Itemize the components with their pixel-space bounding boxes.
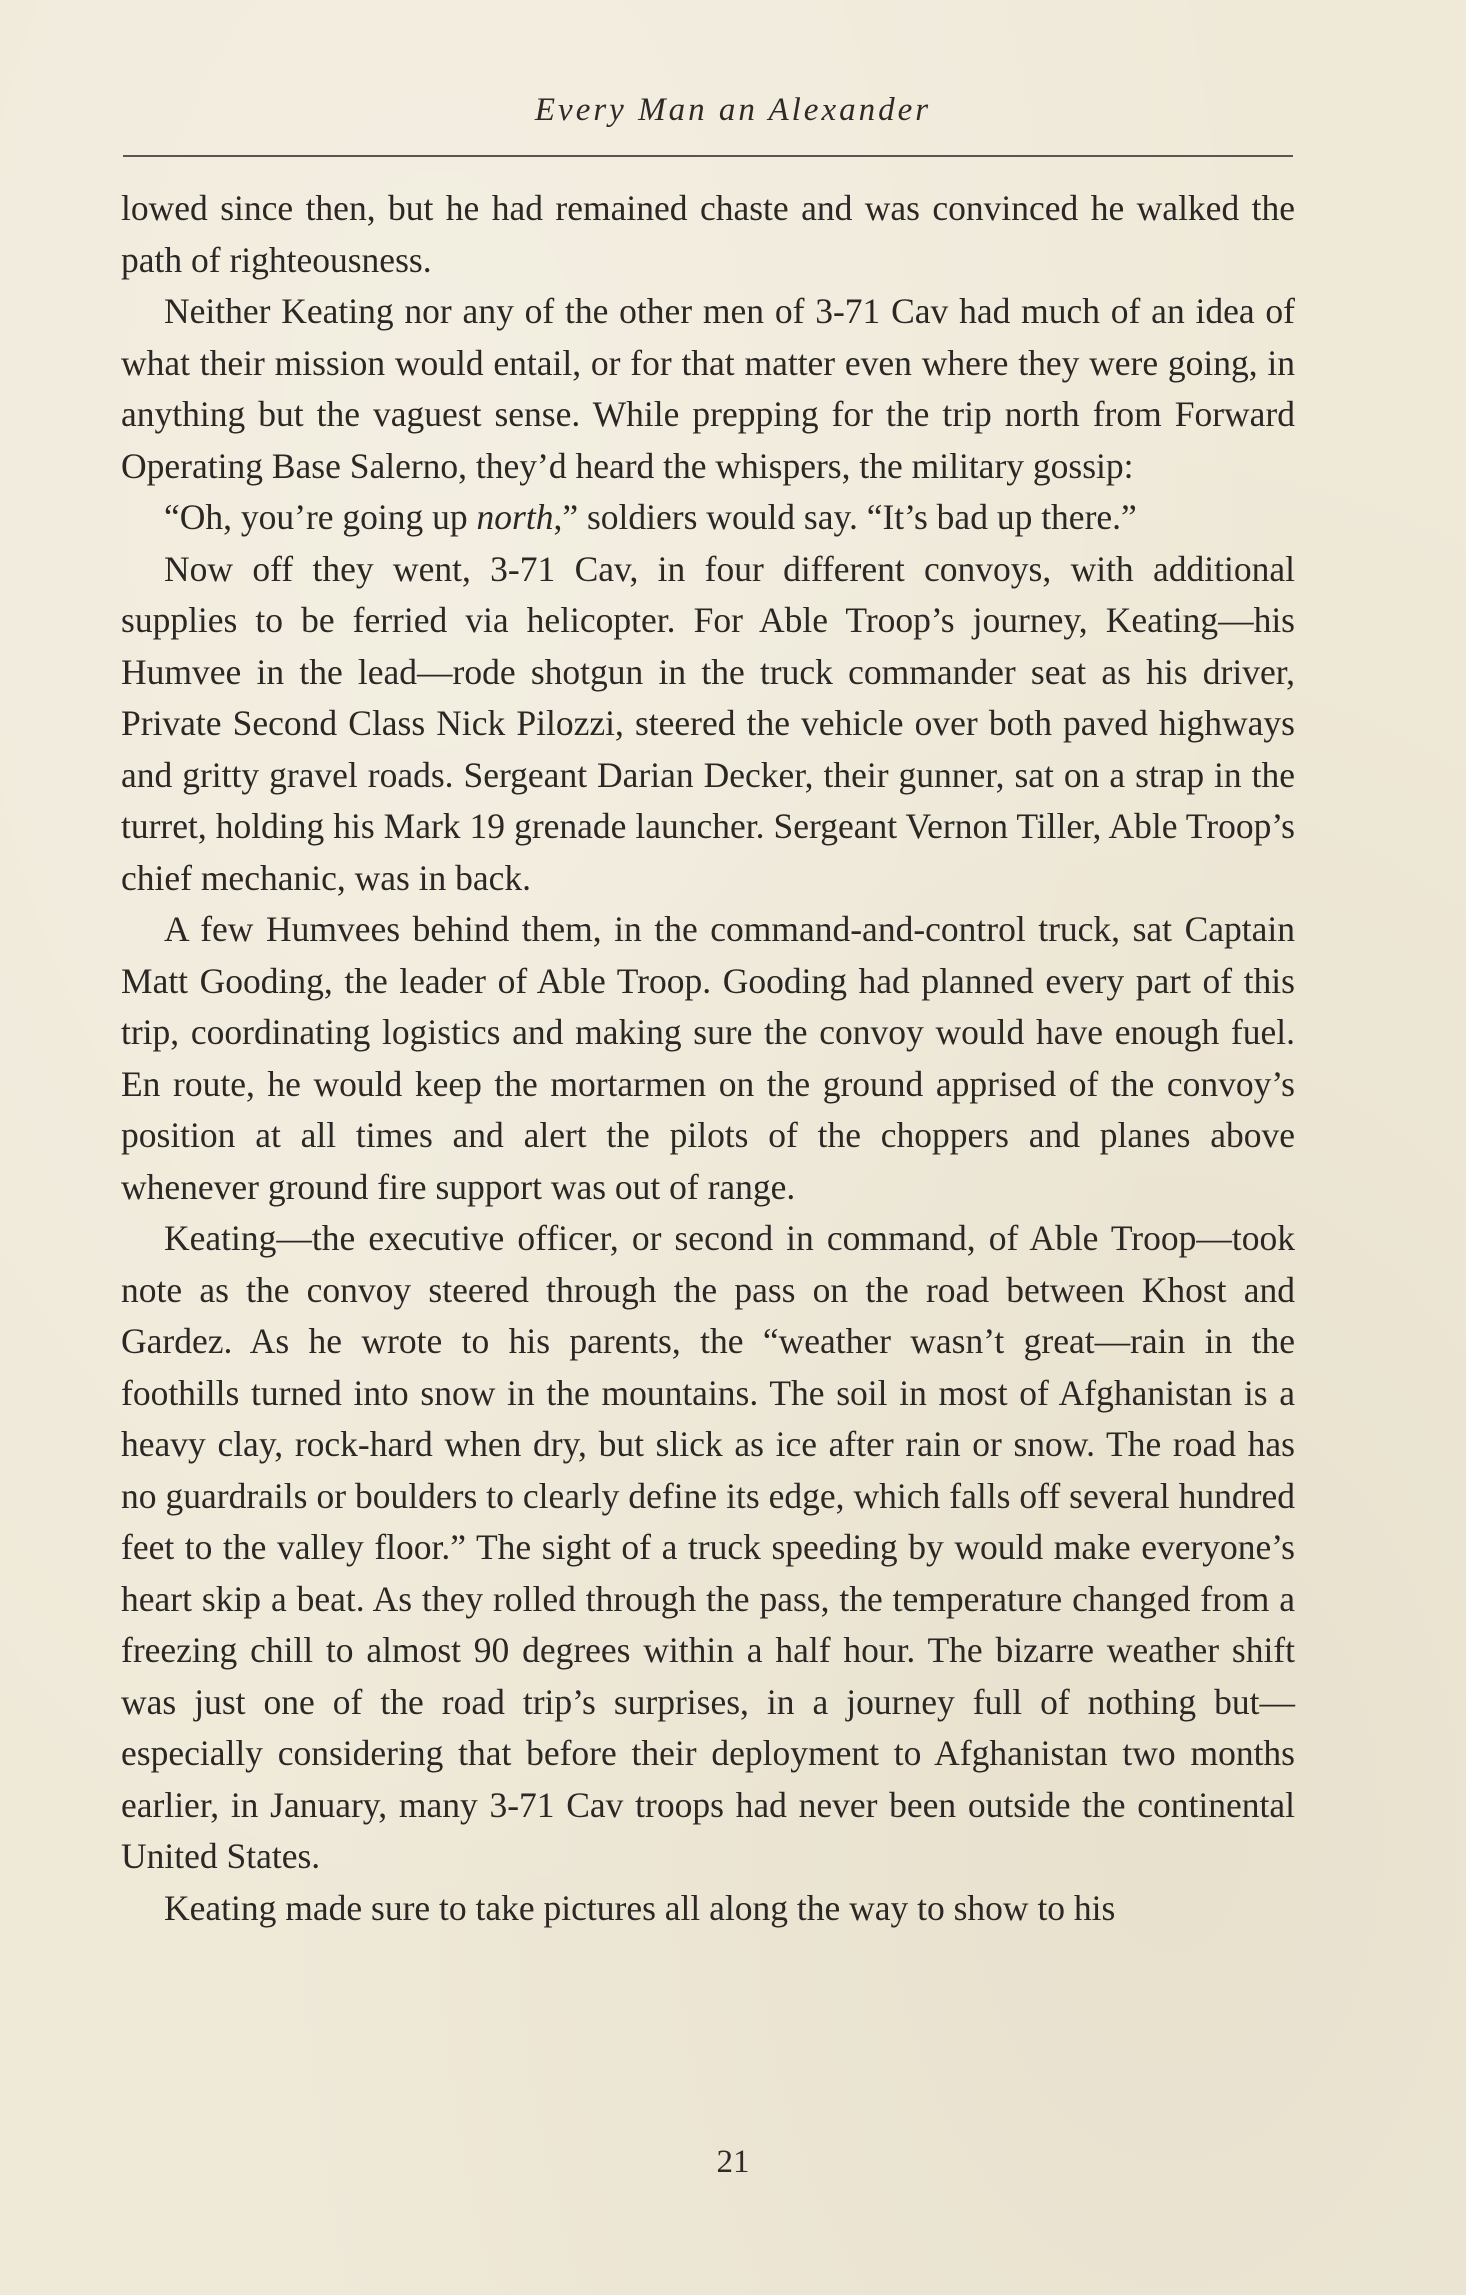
emphasis: north	[476, 497, 554, 537]
paragraph: Keating—the executive officer, or second in command, of Able Troop—took note as the convoy steered through the pass on the road between Khost and Gardez. As he wrote to his parents, the “weather wasn’t great—rain in the foothills turned into snow in the mountains. The soil in most of Afghanistan is a heavy clay, rock-hard when dry, but slick as ice after rain or snow. The road has no guardrails or boulders to clearly define its edge, which falls off several hundred feet to the valley floor.” The sight of a truck speeding by would make everyone’s heart skip a beat. As they rolled through the pass, the temperature changed from a freezing chill to almost 90 degrees within a half hour. The bizarre weather shift was just one of the road trip’s surprises, in a journey full of nothing but—especially considering that before their deployment to Afghanistan two months earlier, in January, many 3-71 Cav troops had never been outside the continental United States.	[121, 1218, 1295, 1876]
header-rule	[123, 155, 1293, 157]
paragraph-quote: “Oh, you’re going up north,” soldiers would say. “It’s bad up there.”	[164, 497, 1137, 537]
paragraph-continued: lowed since then, but he had remained chaste and was convinced he walked the path of righteousness.	[121, 188, 1295, 280]
body-text	[121, 183, 1295, 1934]
paragraph: A few Humvees behind them, in the command-and-control truck, sat Captain Matt Gooding, the leader of Able Troop. Gooding had planned every part of this trip, coordinating logistics and making sure the convoy would have enough fuel. En route, he would keep the mortarmen on the ground apprised of the convoy’s position at all times and alert the pilots of the choppers and planes above whenever ground fire support was out of range.	[121, 909, 1295, 1207]
paragraph: Keating made sure to take pictures all along the way to show to his	[164, 1887, 1116, 1928]
paragraph: Now off they went, 3-71 Cav, in four different convoys, with additional supplies to be ferried via helicopter. For Able Troop’s journey, Keating—his Humvee in the lead—rode shotgun in the truck commander seat as his driver, Private Second Class Nick Pilozzi, steered the vehicle over both paved highways and gritty gravel roads. Sergeant Darian Decker, their gunner, sat on a strap in the turret, holding his Mark 19 grenade launcher. Sergeant Vernon Tiller, Able Troop’s chief mechanic, was in back.	[121, 548, 1295, 898]
paragraph: Neither Keating nor any of the other men of 3-71 Cav had much of an idea of what their mission would entail, or for that matter even where they were going, in anything but the vaguest sense. While prepping for the trip north from Forward Operating Base Salerno, they’d heard the whispers, the military gossip:	[121, 291, 1295, 486]
running-head: Every Man an Alexander	[534, 92, 932, 128]
page-number: 21	[716, 2144, 750, 2180]
